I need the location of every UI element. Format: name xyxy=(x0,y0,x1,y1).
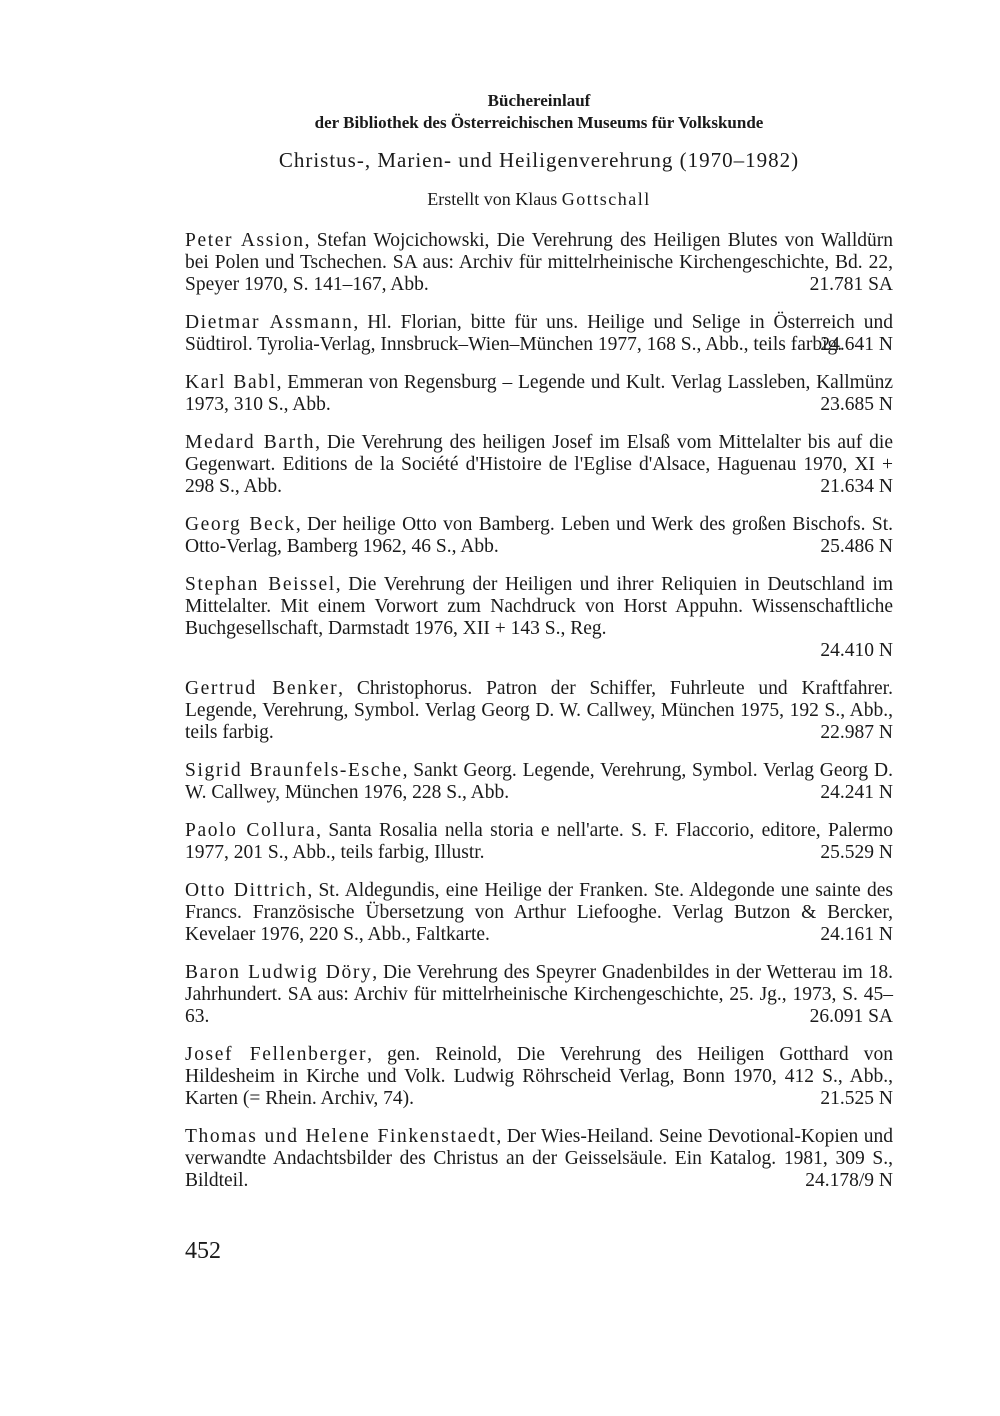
bibliography-list xyxy=(185,230,893,1192)
header-title: Büchereinlauf xyxy=(487,91,591,110)
entry-signature: 21.781 SA xyxy=(809,274,893,295)
bibliography-entry xyxy=(185,880,893,946)
entry-text: , Emmeran von Regensburg – Legende und Kult. Verlag Lassleben, Kallmünz 1973, 310 S., Abb. xyxy=(185,372,893,415)
entry-signature: 23.685 N xyxy=(820,394,893,415)
header-subtitle: der Bibliothek des Österreichischen Museums für Volkskunde xyxy=(314,113,764,132)
document-page xyxy=(185,90,893,1208)
entry-signature: 24.241 N xyxy=(820,782,893,803)
entry-signature: 24.161 N xyxy=(820,924,893,945)
entry-author: Karl Babl xyxy=(185,372,277,393)
entry-author: Josef Fellenberger xyxy=(185,1044,368,1065)
entry-text: , Stefan Wojcichowski, Die Verehrung des Heiligen Blutes von Walldürn bei Polen und Tschechen. SA aus: Archiv für mittelrheinische Kirchengeschichte, Bd. 22, Speyer 1970, S. 141–167, Abb. xyxy=(185,230,893,295)
entry-author: Gertrud Benker xyxy=(185,678,339,699)
bibliography-entry xyxy=(185,1044,893,1110)
entry-text: , Die Verehrung der Heiligen und ihrer Reliquien in Deutschland im Mittelalter. Mit einem Vorwort zum Nachdruck von Horst Appuhn. Wissenschaftliche Buchgesellschaft, Darmstadt 1976, XII + 143 S., Reg. xyxy=(185,574,894,639)
entry-author: Paolo Collura xyxy=(185,820,317,841)
entry-text: , Der heilige Otto von Bamberg. Leben und Werk des großen Bischofs. St. Otto-Verlag, Bamberg 1962, 46 S., Abb. xyxy=(185,514,893,557)
bibliography-entry xyxy=(185,962,893,1028)
entry-text: , St. Aldegundis, eine Heilige der Franken. Ste. Aldegonde une sainte des Francs. Französische Übersetzung von Arthur Liefooghe. Verlag Butzon & Bercker, Kevelaer 1976, 220 S., Abb., Faltkarte. xyxy=(185,880,893,945)
entry-text: , gen. Reinold, Die Verehrung des Heiligen Gotthard von Hildesheim in Kirche und Volk. Ludwig Röhrscheid Verlag, Bonn 1970, 412 S., Abb., Karten (= Rhein. Archiv, 74). xyxy=(185,1044,893,1109)
entry-signature: 24.178/9 N xyxy=(805,1170,893,1191)
bibliography-entry xyxy=(185,230,893,296)
entry-author: Georg Beck xyxy=(185,514,296,535)
entry-author: Thomas und Helene Finkenstaedt xyxy=(185,1126,497,1147)
entry-text: , Sankt Georg. Legende, Verehrung, Symbol. Verlag Georg D. W. Callwey, München 1976, 228 S., Abb. xyxy=(185,760,893,803)
bibliography-entry xyxy=(185,1126,893,1192)
entry-signature: 25.486 N xyxy=(820,536,893,557)
entry-text: , Die Verehrung des heiligen Josef im Elsaß vom Mittelalter bis auf die Gegenwart. Editions de la Société d'Histoire de l'Eglise d'Alsace, Haguenau 1970, XI + 298 S., Abb. xyxy=(185,432,894,497)
entry-author: Peter Assion xyxy=(185,230,305,251)
entry-author: Medard Barth xyxy=(185,432,316,453)
entry-text: , Hl. Florian, bitte für uns. Heilige und Selige in Österreich und Südtirol. Tyrolia-Verlag, Innsbruck–Wien–München 1977, 168 S., Abb., teils farbig. xyxy=(185,312,894,355)
entry-author: Otto Dittrich xyxy=(185,880,308,901)
entry-signature: 21.634 N xyxy=(820,476,893,497)
entry-author: Stephan Beissel xyxy=(185,574,336,595)
entry-signature: 24.641 N xyxy=(820,334,893,355)
bibliography-entry xyxy=(185,820,893,864)
entry-signature: 25.529 N xyxy=(820,842,893,863)
bibliography-entry xyxy=(185,574,893,662)
entry-signature: 22.987 N xyxy=(820,722,893,743)
entry-author: Baron Ludwig Döry xyxy=(185,962,373,983)
entry-signature: 24.410 N xyxy=(820,640,893,661)
bibliography-entry xyxy=(185,432,893,498)
entry-signature: 21.525 N xyxy=(820,1088,893,1109)
bibliography-entry xyxy=(185,678,893,744)
bibliography-entry xyxy=(185,514,893,558)
entry-text: , Christophorus. Patron der Schiffer, Fuhrleute und Kraftfahrer. Legende, Verehrung, Symbol. Verlag Georg D. W. Callwey, München 1975, 192 S., Abb., teils farbig. xyxy=(185,678,893,743)
entry-author: Sigrid Braunfels-Esche xyxy=(185,760,403,781)
section-title: Christus-, Marien- und Heiligenverehrung (1970–1982) xyxy=(278,148,800,172)
entry-author: Dietmar Assmann xyxy=(185,312,354,333)
bibliography-entry xyxy=(185,312,893,356)
bibliography-entry xyxy=(185,760,893,804)
bibliography-entry xyxy=(185,372,893,416)
entry-signature: 26.091 SA xyxy=(809,1006,893,1027)
entry-text: , Der Wies-Heiland. Seine Devotional-Kopien und verwandte Andachtsbilder des Christus an der Geisselsäule. Ein Katalog. 1981, 309 S., Bildteil. xyxy=(185,1126,893,1191)
entry-text: , Die Verehrung des Speyrer Gnadenbildes in der Wetterau im 18. Jahrhundert. SA aus: Archiv für mittelrheinische Kirchengeschichte, 25. Jg., 1973, S. 45–63. xyxy=(185,962,893,1027)
entry-text: , Santa Rosalia nella storia e nell'arte. S. F. Flaccorio, editore, Palermo 1977, 201 S., Abb., teils farbig, Illustr. xyxy=(185,820,893,863)
page-number: 452 xyxy=(185,1238,221,1264)
compiled-by: Erstellt von Klaus Gottschall xyxy=(427,189,651,209)
